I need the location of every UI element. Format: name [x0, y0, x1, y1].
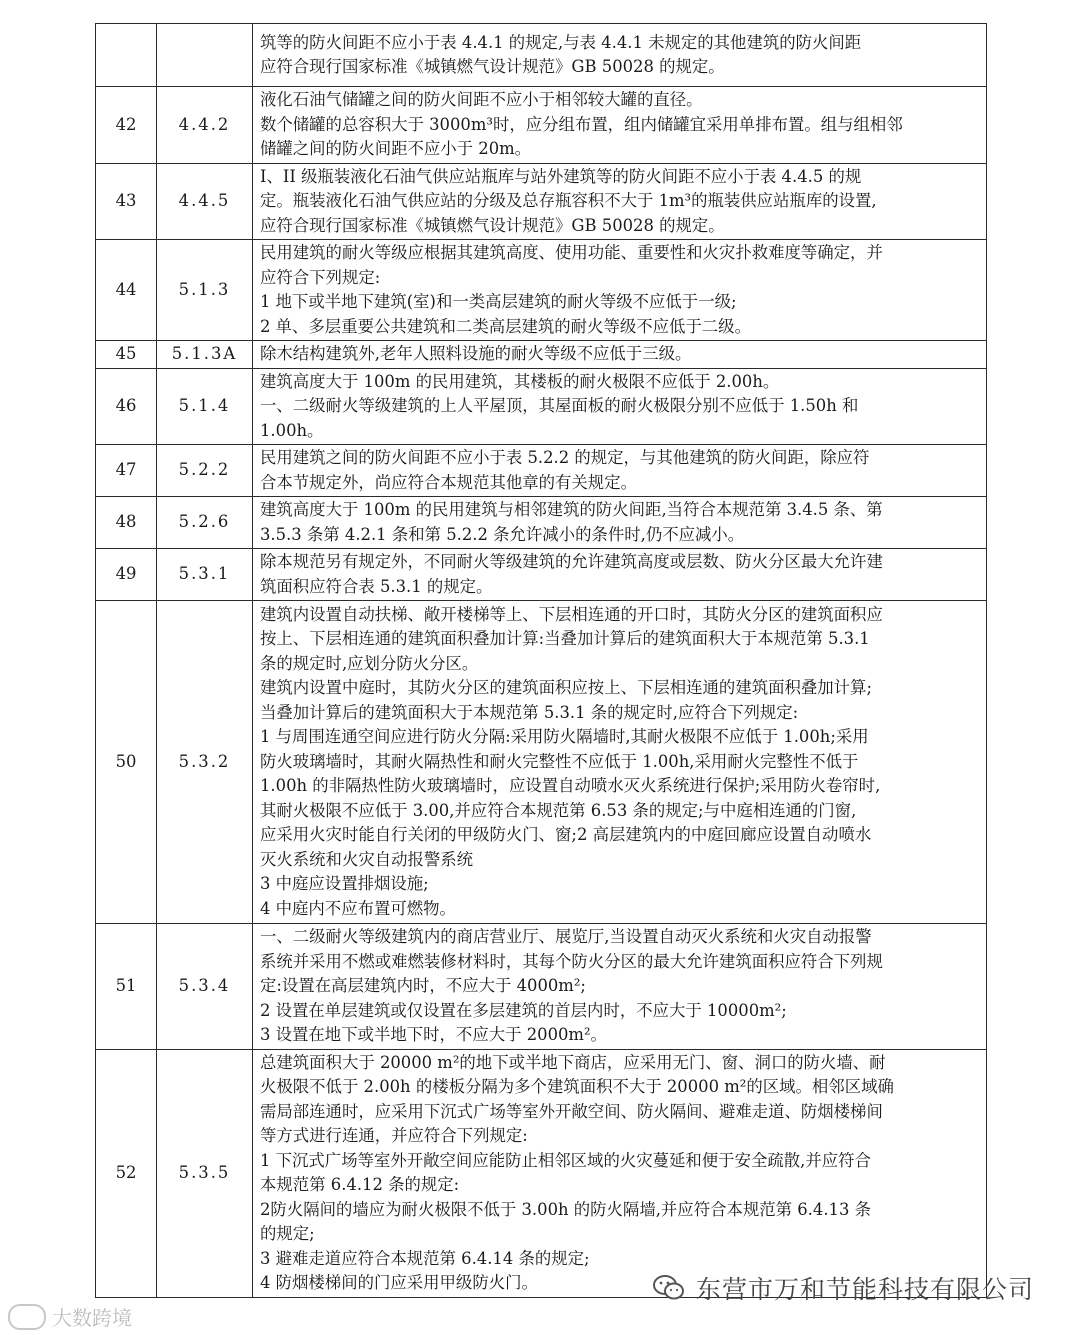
- table-row: [96, 549, 987, 601]
- clause-text: [253, 445, 987, 497]
- table-row: [96, 163, 987, 240]
- clause-line: 的规定;: [260, 1224, 315, 1243]
- table-row: [96, 24, 987, 87]
- cloud-logo-icon: [8, 1304, 46, 1330]
- watermark-left-text: 大数跨境: [52, 1306, 132, 1330]
- clause-line: 除本规范另有规定外，不同耐火等级建筑的允许建筑高度或层数、防火分区最大允许建: [260, 552, 883, 571]
- clause-line: 应符合现行国家标准《城镇燃气设计规范》GB 50028 的规定。: [260, 215, 725, 235]
- footer: [0, 1268, 1080, 1335]
- clause-text: [253, 924, 987, 1050]
- clause-text: [253, 24, 987, 87]
- table-row: [96, 341, 987, 369]
- clause-code: 5.2.2: [157, 445, 253, 497]
- table-row: [96, 924, 987, 1050]
- row-number: 52: [96, 1049, 157, 1297]
- table-row: [96, 497, 987, 549]
- clause-code: 5.3.4: [157, 924, 253, 1050]
- clause-line: 系统并采用不燃或难燃装修材料时，其每个防火分区的最大允许建筑面积应符合下列规: [260, 951, 883, 971]
- clause-text: [253, 163, 987, 240]
- clause-line: 数个储罐的总容积大于 3000m³时，应分组布置，组内储罐宜采用单排布置。组与组相邻: [260, 114, 903, 134]
- clause-text: [253, 549, 987, 601]
- clause-line: 应符合现行国家标准《城镇燃气设计规范》GB 50028 的规定。: [260, 57, 725, 76]
- clause-line: 定。瓶装液化石油气供应站的分级及总存瓶容积不大于 1m³的瓶装供应站瓶库的设置,: [260, 191, 877, 210]
- clause-line: 防火玻璃墙时，其耐火隔热性和耐火完整性不应低于 1.00h,采用耐火完整性不低于: [260, 751, 859, 771]
- clause-text: [253, 368, 987, 445]
- clause-code: 5.2.6: [157, 497, 253, 549]
- clause-line: 灭火系统和火灾自动报警系统: [260, 849, 474, 869]
- regulation-table: [95, 23, 987, 1298]
- row-number: 46: [96, 368, 157, 445]
- clause-line: 建筑内设置中庭时，其防火分区的建筑面积应按上、下层相连通的建筑面积叠加计算;: [260, 678, 872, 698]
- clause-line: 筑面积应符合表 5.3.1 的规定。: [260, 576, 493, 596]
- clause-text: [253, 601, 987, 924]
- clause-line: 建筑高度大于 100m 的民用建筑与相邻建筑的防火间距,当符合本规范第 3.4.5 条、第: [260, 500, 883, 519]
- clause-line: 应采用火灾时能自行关闭的甲级防火门、窗;2 高层建筑内的中庭回廊应设置自动喷水: [260, 825, 872, 845]
- clause-line: 1 下沉式广场等室外开敞空间应能防止相邻区域的火灾蔓延和便于安全疏散,并应符合: [260, 1150, 871, 1170]
- clause-line: 火极限不低于 2.00h 的楼板分隔为多个建筑面积不大于 20000 m²的区域。相邻区域确: [260, 1077, 894, 1096]
- clause-line: 其耐火极限不应低于 3.00,并应符合本规范第 6.53 条的规定;与中庭相连通的门窗,: [260, 800, 857, 820]
- clause-text: [253, 497, 987, 549]
- row-number: 49: [96, 549, 157, 601]
- clause-code: [157, 24, 253, 87]
- clause-code: 4.4.2: [157, 87, 253, 164]
- clause-text: [253, 240, 987, 341]
- row-number: 43: [96, 163, 157, 240]
- clause-line: 除木结构建筑外,老年人照料设施的耐火等级不应低于三级。: [260, 344, 692, 363]
- clause-line: 4 中庭内不应布置可燃物。: [260, 898, 456, 918]
- clause-code: 5.3.2: [157, 601, 253, 924]
- clause-line: 需局部连通时，应采用下沉式广场等室外开敞空间、防火隔间、避难走道、防烟楼梯间: [260, 1101, 883, 1121]
- clause-line: 3.5.3 条第 4.2.1 条和第 5.2.2 条允许减小的条件时,仍不应减小。: [260, 524, 745, 544]
- clause-code: 4.4.5: [157, 163, 253, 240]
- clause-line: 条的规定时,应划分防火分区。: [260, 653, 479, 673]
- clause-line: 1 与周围连通空间应进行防火分隔:采用防火隔墙时,其耐火极限不应低于 1.00h;采用: [260, 727, 869, 747]
- clause-text: [253, 341, 987, 369]
- clause-line: 1 地下或半地下建筑(室)和一类高层建筑的耐火等级不应低于一级;: [260, 292, 737, 311]
- clause-line: 筑等的防火间距不应小于表 4.4.1 的规定,与表 4.4.1 未规定的其他建筑的防火间距: [260, 32, 862, 52]
- clause-line: 一、二级耐火等级建筑内的商店营业厅、展览厅,当设置自动灭火系统和火灾自动报警: [260, 927, 872, 946]
- clause-line: 2 单、多层重要公共建筑和二类高层建筑的耐火等级不应低于二级。: [260, 316, 751, 336]
- table-body: [96, 24, 987, 1298]
- clause-code: 5.3.5: [157, 1049, 253, 1297]
- clause-text: [253, 1049, 987, 1297]
- clause-text: [253, 87, 987, 164]
- watermark-left: [8, 1302, 132, 1331]
- watermark-right-text: 东营市万和节能科技有限公司: [696, 1275, 1035, 1304]
- clause-line: 3 避难走道应符合本规范第 6.4.14 条的规定;: [260, 1248, 590, 1268]
- row-number: 45: [96, 341, 157, 369]
- clause-line: 一、二级耐火等级建筑的上人平屋顶，其屋面板的耐火极限分别不应低于 1.50h 和: [260, 396, 859, 415]
- clause-line: 3 设置在地下或半地下时，不应大于 2000m²。: [260, 1025, 607, 1044]
- clause-line: 3 中庭应设置排烟设施;: [260, 874, 429, 894]
- clause-code: 5.3.1: [157, 549, 253, 601]
- row-number: 51: [96, 924, 157, 1050]
- clause-line: I、II 级瓶装液化石油气供应站瓶库与站外建筑等的防火间距不应小于表 4.4.5 的规: [260, 166, 862, 186]
- table-row: [96, 368, 987, 445]
- clause-code: 5.1.3: [157, 240, 253, 341]
- clause-line: 2 设置在单层建筑或仅设置在多层建筑的首层内时，不应大于 10000m²;: [260, 1000, 787, 1020]
- clause-line: 总建筑面积大于 20000 m²的地下或半地下商店，应采用无门、窗、洞口的防火墙、耐: [260, 1052, 886, 1072]
- clause-line: 民用建筑之间的防火间距不应小于表 5.2.2 的规定，与其他建筑的防火间距，除应符: [260, 448, 870, 467]
- row-number: 44: [96, 240, 157, 341]
- wechat-icon: [652, 1274, 686, 1302]
- clause-line: 2防火隔间的墙应为耐火极限不低于 3.00h 的防火隔墙,并应符合本规范第 6.4.13 条: [260, 1199, 871, 1219]
- clause-line: 建筑高度大于 100m 的民用建筑，其楼板的耐火极限不应低于 2.00h。: [260, 371, 780, 391]
- table-row: [96, 87, 987, 164]
- clause-line: 定:设置在高层建筑内时，不应大于 4000m²;: [260, 976, 586, 995]
- watermark-right: [652, 1270, 1034, 1306]
- clause-code: 5.1.3A: [157, 341, 253, 369]
- clause-line: 民用建筑的耐火等级应根据其建筑高度、使用功能、重要性和火灾扑救难度等确定，并: [260, 243, 883, 262]
- clause-line: 4 防烟楼梯间的门应采用甲级防火门。: [260, 1273, 538, 1292]
- table-row: [96, 240, 987, 341]
- row-number: 50: [96, 601, 157, 924]
- row-number: 42: [96, 87, 157, 164]
- clause-line: 当叠加计算后的建筑面积大于本规范第 5.3.1 条的规定时,应符合下列规定:: [260, 702, 799, 722]
- clause-code: 5.1.4: [157, 368, 253, 445]
- row-number: 47: [96, 445, 157, 497]
- clause-line: 储罐之间的防火间距不应小于 20m。: [260, 139, 532, 158]
- row-number: [96, 24, 157, 87]
- clause-line: 应符合下列规定:: [260, 267, 381, 287]
- clause-line: 建筑内设置自动扶梯、敞开楼梯等上、下层相连通的开口时，其防火分区的建筑面积应: [260, 604, 883, 624]
- row-number: 48: [96, 497, 157, 549]
- clause-line: 1.00h 的非隔热性防火玻璃墙时，应设置自动喷水灭火系统进行保护;采用防火卷帘时,: [260, 776, 881, 796]
- table-row: [96, 1049, 987, 1297]
- clause-line: 按上、下层相连通的建筑面积叠加计算:当叠加计算后的建筑面积大于本规范第 5.3.1: [260, 629, 870, 649]
- clause-line: 液化石油气储罐之间的防火间距不应小于相邻较大罐的直径。: [260, 90, 703, 109]
- clause-line: 1.00h。: [260, 420, 324, 440]
- clause-line: 合本节规定外，尚应符合本规范其他章的有关规定。: [260, 472, 637, 492]
- table-row: [96, 601, 987, 924]
- clause-line: 本规范第 6.4.12 条的规定:: [260, 1175, 460, 1194]
- table-row: [96, 445, 987, 497]
- clause-line: 等方式进行连通，并应符合下列规定:: [260, 1126, 528, 1145]
